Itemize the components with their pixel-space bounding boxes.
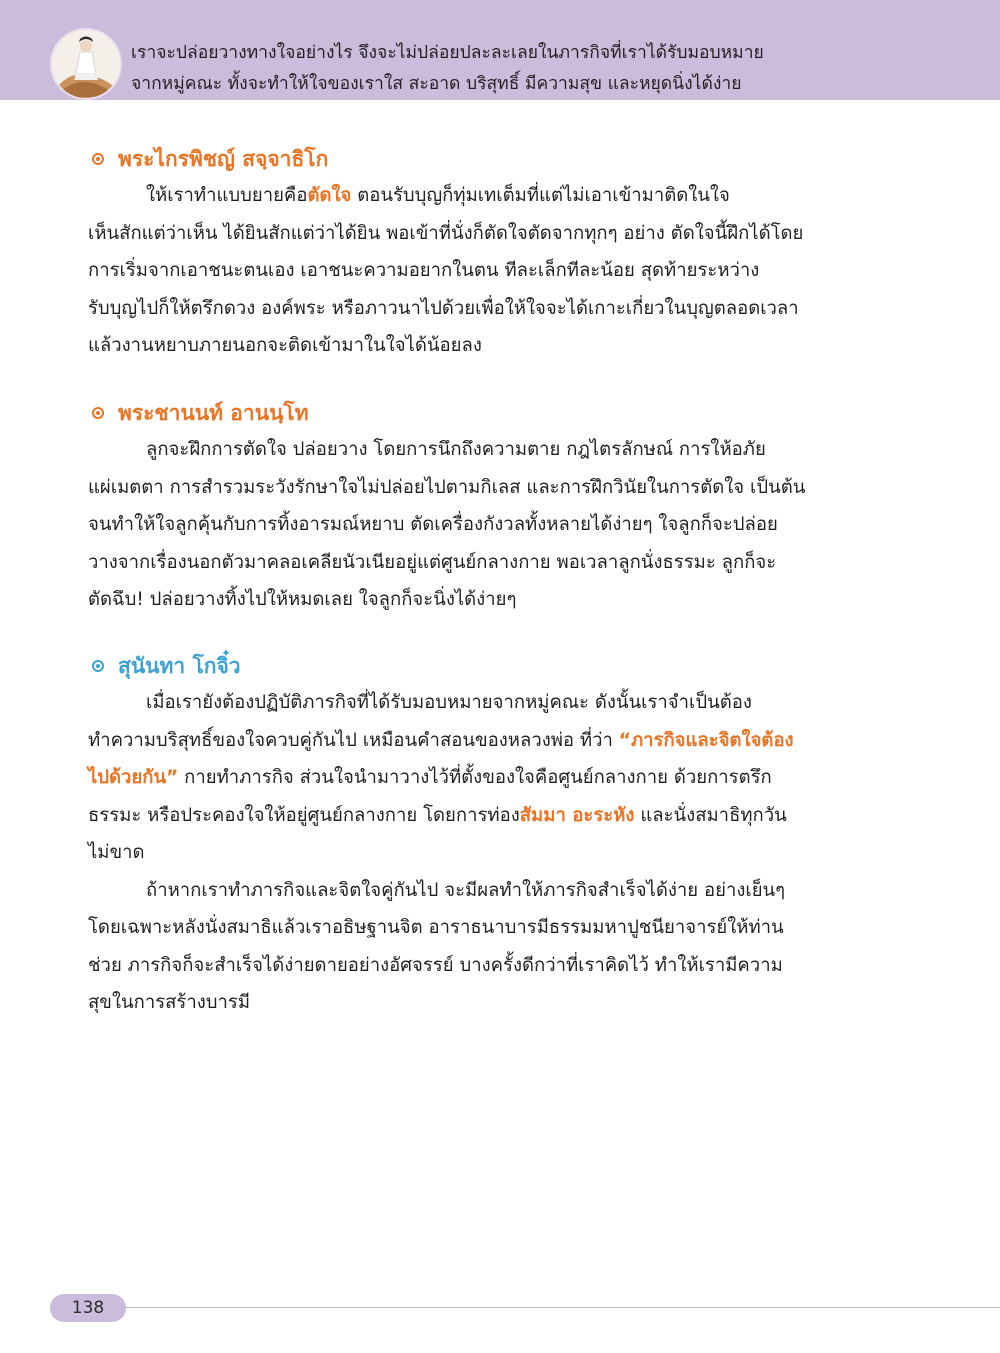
text-line: ไปด้วยกัน” กายทำภารกิจ ส่วนใจนำมาวางไว้ที่ตั้งของใจคือศูนย์กลางกาย ด้วยการตรึก <box>88 767 772 788</box>
section-title-text: พระชานนท์ อานนฺโท <box>118 401 309 425</box>
highlight-text: ตัดใจ <box>307 185 352 206</box>
text-line: ธรรมะ หรือประคองใจให้อยู่ศูนย์กลางกาย โดยการท่องสัมมา อะระหัง และนั่งสมาธิทุกวัน <box>88 804 787 826</box>
text-line: ถ้าหากเราทำภารกิจและจิตใจคู่กันไป จะมีผลทำให้ภารกิจสำเร็จได้ง่าย อย่างเย็นๆ <box>146 879 786 901</box>
header-question <box>131 38 981 100</box>
text-line: สุขในการสร้างบารมี <box>88 992 251 1013</box>
text-line: แล้วงานหยาบภายนอกจะติดเข้ามาในใจได้น้อยลง <box>88 335 482 356</box>
section-phra-kraipit <box>88 141 858 365</box>
text-line: จนทำให้ใจลูกคุ้นกับการทิ้งอารมณ์หยาบ ตัดเครื่องกังวลทั้งหลายได้ง่ายๆ ใจลูกก็จะปล่อย <box>88 514 778 535</box>
header-line-2: จากหมู่คณะ ทั้งจะทำให้ใจของเราใส สะอาด บริสุทธิ์ มีความสุข และหยุดนิ่งได้ง่าย <box>131 74 742 94</box>
text-line: ให้เราทำแบบยายคือตัดใจ ตอนรับบุญก็ทุ่มเทเต็มที่แต่ไม่เอาเข้ามาติดในใจ <box>146 185 730 206</box>
footer-divider <box>120 1307 1000 1308</box>
page-number: 138 <box>50 1294 126 1322</box>
text-line: ทำความบริสุทธิ์ของใจควบคู่กันไป เหมือนคำสอนของหลวงพ่อ ที่ว่า “ภารกิจและจิตใจต้อง <box>88 729 794 751</box>
section-title <box>88 648 858 684</box>
text-line: รับบุญไปก็ให้ตรึกดวง องค์พระ หรือภาวนาไปด้วยเพื่อให้ใจจะได้เกาะเกี่ยวในบุญตลอดเวลา <box>88 297 799 319</box>
section-paragraph <box>88 177 858 365</box>
text-line: เมื่อเรายังต้องปฏิบัติภารกิจที่ได้รับมอบหมายจากหมู่คณะ ดังนั้นเราจำเป็นต้อง <box>146 692 752 713</box>
text-line: ช่วย ภารกิจก็จะสำเร็จได้ง่ายดายอย่างอัศจรรย์ บางครั้งดีกว่าที่เราคิดไว้ ทำให้เรามีความ <box>88 954 783 976</box>
bullet-circle-icon <box>92 407 104 419</box>
section-phra-chanon <box>88 395 858 619</box>
highlight-text: “ภารกิจและจิตใจต้อง <box>618 729 794 751</box>
section-title <box>88 141 858 177</box>
text-line: ไม่ขาด <box>88 842 145 863</box>
text-line: โดยเฉพาะหลังนั่งสมาธิแล้วเราอธิษฐานจิต อาราธนาบารมีธรรมมหาปูชนียาจารย์ให้ท่าน <box>88 917 784 938</box>
section-paragraph <box>88 431 858 619</box>
section-sunanta <box>88 648 858 1022</box>
section-title-text: พระไกรพิชญ์ สจฺจาธิโก <box>118 147 329 171</box>
section-title <box>88 395 858 431</box>
header-line-1: เราจะปล่อยวางทางใจอย่างไร จึงจะไม่ปล่อยปละละเลยในภารกิจที่เราได้รับมอบหมาย <box>131 43 764 63</box>
highlight-text: ไปด้วยกัน” <box>88 767 179 788</box>
section-title-text: สุนันทา โกจิ๋ว <box>118 654 241 678</box>
monk-illustration-avatar <box>52 30 120 98</box>
text-line: ลูกจะฝึกการตัดใจ ปล่อยวาง โดยการนึกถึงความตาย กฎไตรลักษณ์ การให้อภัย <box>146 439 766 460</box>
text-line: แผ่เมตตา การสำรวมระวังรักษาใจไม่ปล่อยไปตามกิเลส และการฝึกวินัยในการตัดใจ เป็นต้น <box>88 476 806 498</box>
text-line: เห็นสักแต่ว่าเห็น ได้ยินสักแต่ว่าได้ยิน พอเข้าที่นั่งก็ตัดใจตัดจากทุกๆ อย่าง ตัดใจนี้ฝึกได้โดย <box>88 222 804 244</box>
section-paragraph <box>88 684 858 1022</box>
highlight-text: สัมมา อะระหัง <box>519 804 635 826</box>
text-line: วางจากเรื่องนอกตัวมาคลอเคลียนัวเนียอยู่แต่ศูนย์กลางกาย พอเวลาลูกนั่งธรรมะ ลูกก็จะ <box>88 551 777 573</box>
bullet-circle-icon <box>92 153 104 165</box>
bullet-circle-icon <box>92 660 104 672</box>
text-line: ตัดฉึบ! ปล่อยวางทิ้งไปให้หมดเลย ใจลูกก็จะนิ่งได้ง่ายๆ <box>88 589 517 610</box>
text-line: การเริ่มจากเอาชนะตนเอง เอาชนะความอยากในตน ทีละเล็กทีละน้อย สุดท้ายระหว่าง <box>88 260 760 281</box>
